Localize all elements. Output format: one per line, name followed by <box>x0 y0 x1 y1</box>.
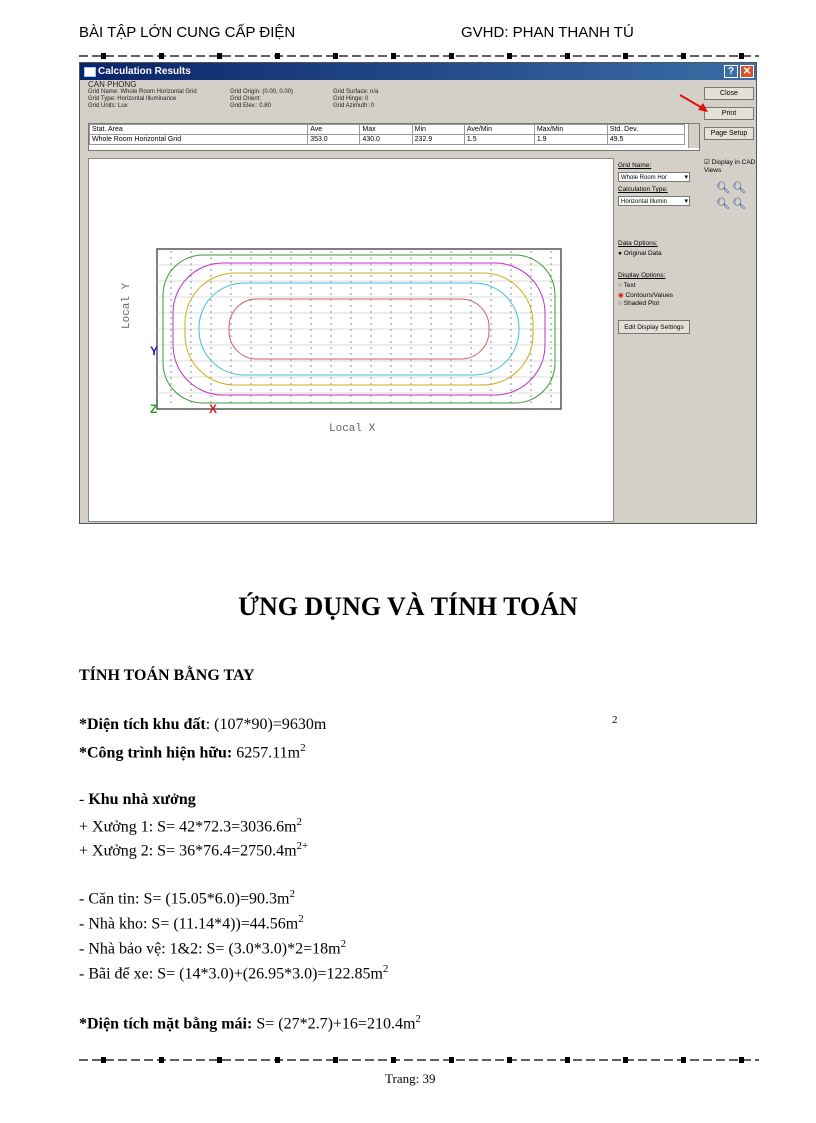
statistics-table <box>88 123 700 151</box>
axis-y-marker: Y <box>150 344 159 358</box>
cong-trinh-label: *Công trình hiện hữu: <box>79 744 233 762</box>
stats-header: Max <box>360 125 412 135</box>
line-nha-bao-ve <box>79 938 346 958</box>
cong-trinh-value: 6257.11m <box>232 744 301 762</box>
line-bai-de-xe <box>79 963 388 983</box>
stats-header: Ave/Min <box>464 125 534 135</box>
text-radio[interactable]: ○ Text <box>618 282 636 289</box>
display-in-cad-checkbox[interactable]: ☑ Display in CAD Views <box>704 159 756 174</box>
footer-divider <box>79 1054 759 1066</box>
edit-display-settings-button[interactable]: Edit Display Settings <box>618 320 690 334</box>
axis-local-x: Local X <box>329 423 376 435</box>
data-options-label: Data Options: <box>618 240 658 247</box>
stats-cell: Whole Room Horizontal Grid <box>90 135 308 145</box>
window-titlebar <box>80 63 756 80</box>
xuong2-text: + Xưởng 2: S= 36*76.4=2750.4m <box>79 842 297 860</box>
dien-tich-label: *Diện tích khu đất <box>79 716 206 733</box>
shaded-plot-label: Shaded Plot <box>623 300 660 307</box>
zoom-in-icon[interactable]: 🔍︎ <box>716 182 730 194</box>
display-options-label: Display Options: <box>618 272 666 279</box>
stats-header: Min <box>412 125 464 135</box>
cong-trinh-sup: 2 <box>300 742 306 754</box>
axis-z-marker: Z <box>150 402 158 416</box>
bai-de-xe-text: - Bãi để xe: S= (14*3.0)+(26.95*3.0)=122.85m <box>79 965 383 983</box>
line-xuong-2 <box>79 840 308 860</box>
grid-info-line: Grid Name: Whole Room Horizontal Grid <box>88 89 197 95</box>
xuong2-sup: 2+ <box>296 840 309 852</box>
nha-kho-sup: 2 <box>298 913 304 925</box>
grid-lines <box>157 265 561 393</box>
grid-name-label: Grid Name: <box>618 162 652 169</box>
stats-cell: 430.0 <box>360 135 412 145</box>
header-course-title: BÀI TẬP LỚN CUNG CẤP ĐIỆN <box>79 24 296 41</box>
header-instructor: GVHD: PHAN THANH TÚ <box>461 24 634 41</box>
calc-type-label: Calculation Type: <box>618 186 668 193</box>
close-button[interactable]: Close <box>704 87 754 100</box>
stats-cell: 1.9 <box>534 135 607 145</box>
close-icon[interactable]: ✕ <box>740 65 754 78</box>
radio-selected-icon: ◉ <box>618 292 624 299</box>
bai-de-xe-sup: 2 <box>382 963 389 975</box>
line-nha-kho <box>79 913 304 933</box>
grid-info-line: Grid Orient: <box>230 96 262 102</box>
stats-header-row <box>90 125 685 135</box>
display-in-cad-label: Display in CAD Views <box>704 159 756 174</box>
grid-info-left <box>88 89 197 110</box>
grid-info-line: Grid Hinge: 0 <box>333 96 369 102</box>
red-arrow-annotation <box>678 93 710 115</box>
grid-info-line: Grid Origin: (0.00, 0.00) <box>230 89 294 95</box>
dien-tich-superscript: 2 <box>612 714 618 726</box>
shaded-plot-radio[interactable]: ○ Shaded Plot <box>618 300 660 307</box>
stats-cell: 232.9 <box>412 135 464 145</box>
xuong1-text: + Xưởng 1: S= 42*72.3=3036.6m <box>79 818 297 836</box>
grid-info-line: Grid Units: Lux <box>88 103 128 109</box>
stats-data-row[interactable] <box>90 135 685 145</box>
calc-type-select[interactable]: Horizontal Illumin ▾ <box>618 196 690 206</box>
contours-values-radio[interactable] <box>618 291 673 299</box>
grid-info-line: Grid Azimuth: 0 <box>333 103 375 109</box>
window-title: Calculation Results <box>98 66 191 77</box>
page-title: ỨNG DỤNG VÀ TÍNH TOÁN <box>238 592 578 621</box>
can-tin-sup: 2 <box>289 888 295 900</box>
khu-nha-label: Khu nhà xưởng <box>88 791 196 808</box>
stats-cell: 49.5 <box>607 135 684 145</box>
stats-cell: 1.5 <box>464 135 534 145</box>
line-dien-tich-khu-dat <box>79 716 326 734</box>
page-number: Trang: 39 <box>385 1071 436 1086</box>
grid-info-line: Grid Type: Horizontal Illuminance <box>88 96 177 102</box>
line-mat-bang-mai <box>79 1013 421 1033</box>
nha-kho-text: - Nhà kho: S= (11.14*4))=44.56m <box>79 915 299 933</box>
contour-plot <box>89 159 613 521</box>
options-panel <box>616 158 698 348</box>
window-app-icon <box>84 67 96 77</box>
line-xuong-1 <box>79 816 302 836</box>
grid-info <box>88 80 379 109</box>
stats-header: Ave <box>308 125 360 135</box>
stats-header: Std. Dev. <box>607 125 684 135</box>
line-khu-nha-xuong <box>79 791 196 809</box>
nha-bao-ve-text: - Nhà bảo vệ: 1&2: S= (3.0*3.0)*2=18m <box>79 940 341 958</box>
line-cong-trinh <box>79 742 306 762</box>
zoom-out-icon[interactable]: 🔍︎ <box>732 182 746 194</box>
axis-x-marker: X <box>209 402 218 416</box>
nha-bao-ve-sup: 2 <box>340 938 347 950</box>
stats-cell: 353.0 <box>308 135 360 145</box>
dien-tich-value: : (107*90)=9630m <box>205 716 327 733</box>
khu-nha-dash: - <box>79 791 89 808</box>
stats-scrollbar[interactable] <box>688 124 699 148</box>
mat-bang-label: *Diện tích mặt bằng mái: <box>79 1015 253 1033</box>
mat-bang-sup: 2 <box>415 1013 421 1025</box>
print-button[interactable]: Print <box>704 107 754 120</box>
room-name: CAN PHONG <box>88 80 137 89</box>
original-data-label: Original Data <box>623 250 662 257</box>
can-tin-text: - Căn tin: S= (15.05*6.0)=90.3m <box>79 890 290 908</box>
zoom-window-icon[interactable]: 🔍︎ <box>716 198 730 210</box>
stats-header: Max/Min <box>534 125 607 135</box>
line-can-tin <box>79 888 295 908</box>
contours-values-label: Contours/Values <box>625 292 674 299</box>
grid-info-line: Grid Surface: n/a <box>333 89 379 95</box>
axis-local-y: Local Y <box>121 282 133 329</box>
grid-info-mid <box>230 89 293 110</box>
page-setup-button[interactable]: Page Setup <box>704 127 754 140</box>
contour-plot-canvas <box>88 158 614 522</box>
header-divider <box>79 50 759 62</box>
grid-info-right <box>333 89 378 110</box>
calculation-results-screenshot <box>79 62 757 524</box>
text-radio-label: Text <box>623 282 636 289</box>
original-data-radio[interactable]: ● Original Data <box>618 250 662 257</box>
stats-header: Stat. Area <box>90 125 308 135</box>
xuong1-sup: 2 <box>296 816 303 828</box>
grid-info-line: Grid Elev.: 0.80 <box>230 103 271 109</box>
grid-name-select[interactable]: Whole Room Hor ▾ <box>618 172 690 182</box>
mat-bang-value: S= (27*2.7)+16=210.4m <box>252 1015 416 1033</box>
help-icon[interactable]: ? <box>724 65 738 78</box>
zoom-extents-icon[interactable]: 🔍︎ <box>732 198 746 210</box>
section-heading: TÍNH TOÁN BẰNG TAY <box>79 667 255 684</box>
